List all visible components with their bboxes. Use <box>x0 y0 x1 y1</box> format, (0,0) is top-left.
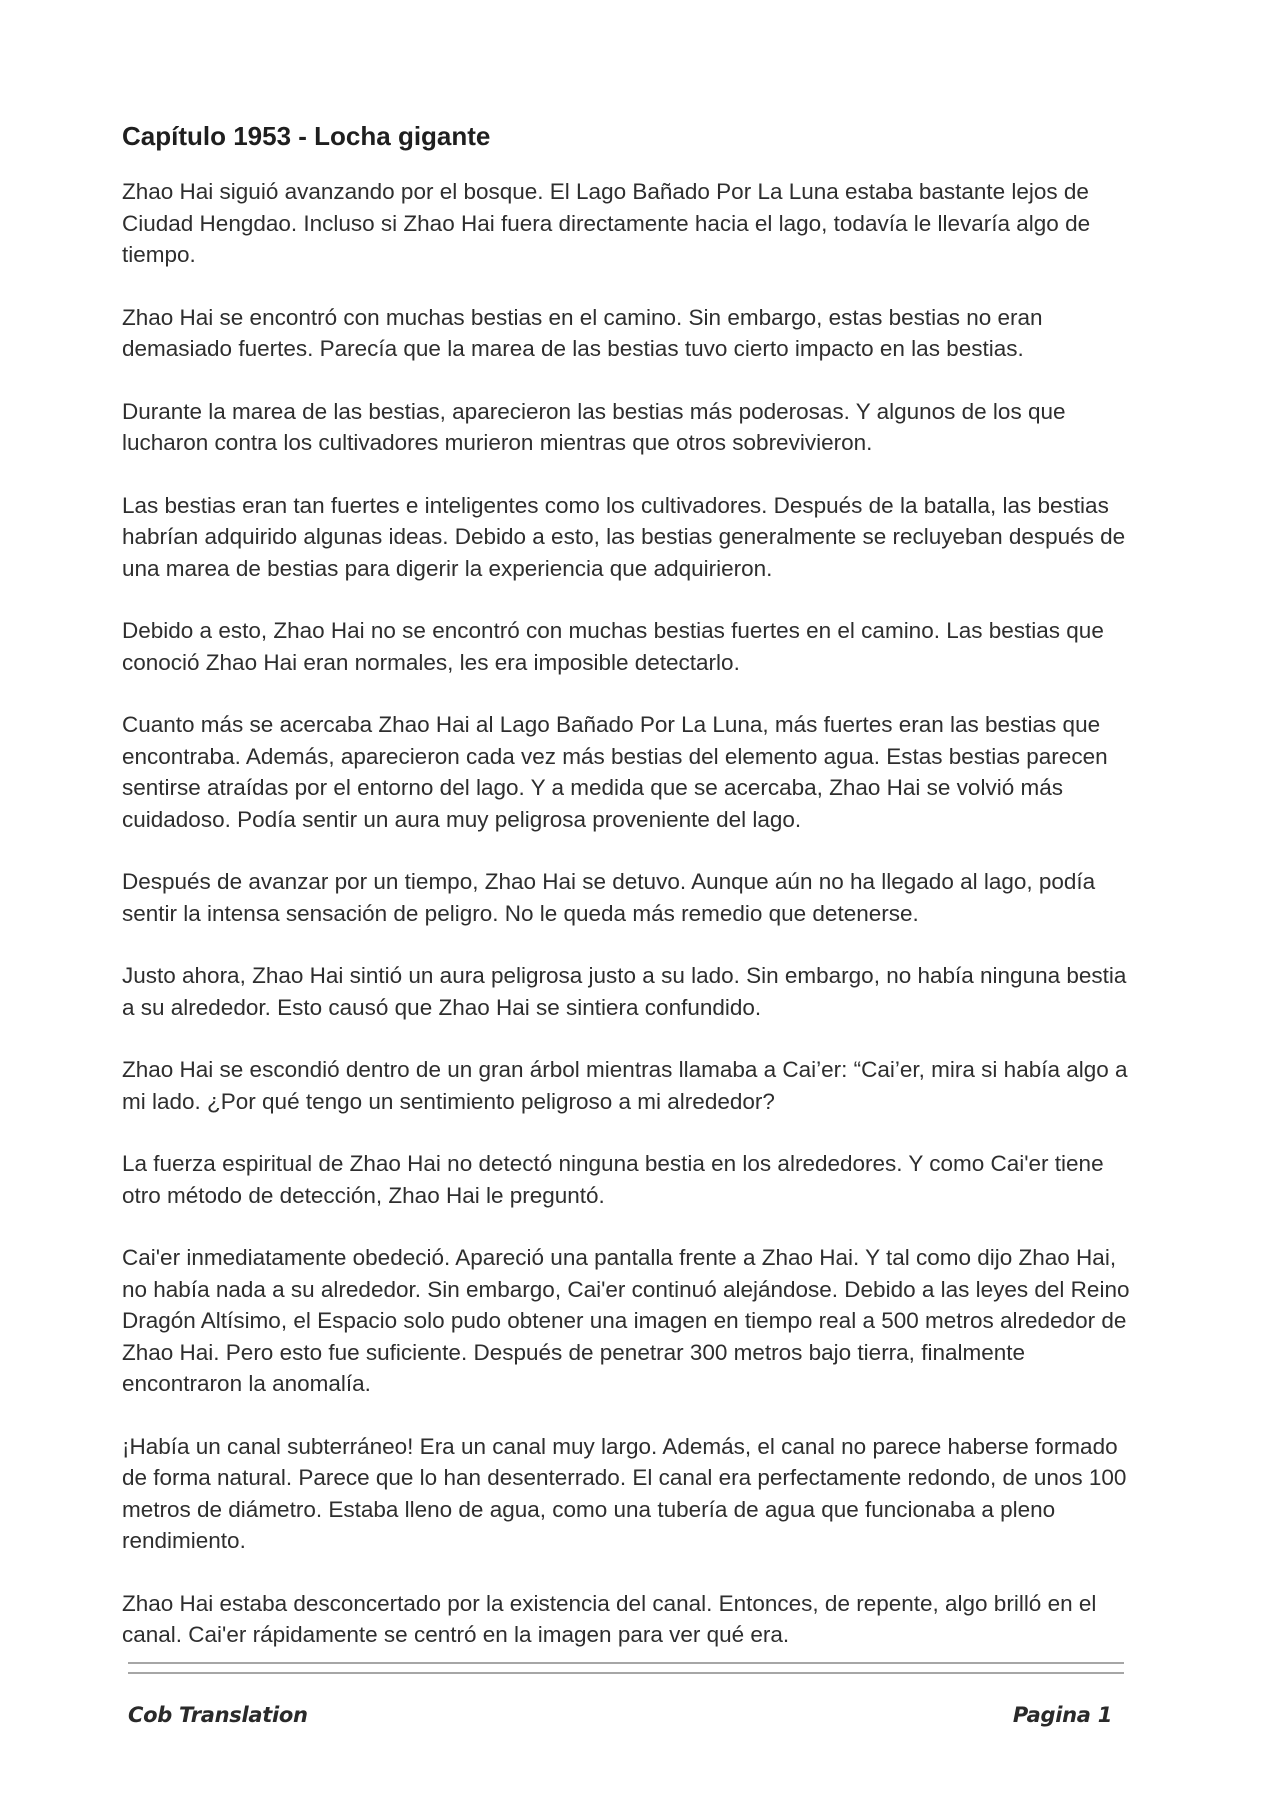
paragraph: Durante la marea de las bestias, aparecieron las bestias más poderosas. Y algunos de los que lucharon contra los cultivadores murieron mientras que otros sobrevivieron. <box>122 398 1066 455</box>
paragraph: Zhao Hai estaba desconcertado por la existencia del canal. Entonces, de repente, algo brilló en el canal. Cai'er rápidamente se centró en la imagen para ver qué era. <box>122 1590 1097 1647</box>
paragraph: Zhao Hai se escondió dentro de un gran árbol mientras llamaba a Cai’er: “Cai’er, mira si había algo a mi lado. ¿Por qué tengo un sentimiento peligroso a mi alrededor? <box>122 1057 1128 1114</box>
chapter-title: Capítulo 1953 - Locha gigante <box>122 121 491 151</box>
footer-divider-bottom <box>128 1672 1124 1674</box>
paragraph: La fuerza espiritual de Zhao Hai no detectó ninguna bestia en los alrededores. Y como Cai'er tiene otro método de detección, Zhao Hai le preguntó. <box>122 1151 1104 1208</box>
document-body <box>122 120 1132 1682</box>
paragraph: Zhao Hai se encontró con muchas bestias en el camino. Sin embargo, estas bestias no eran demasiado fuertes. Parecía que la marea de las bestias tuvo cierto impacto en las bestias. <box>122 304 1043 361</box>
paragraph: Zhao Hai siguió avanzando por el bosque. El Lago Bañado Por La Luna estaba bastante lejos de Ciudad Hengdao. Incluso si Zhao Hai fuera directamente hacia el lago, todavía le llevaría algo de tiempo. <box>122 179 1091 267</box>
paragraph: ¡Había un canal subterráneo! Era un canal muy largo. Además, el canal no parece haberse formado de forma natural. Parece que lo han desenterrado. El canal era perfectamente redondo, de unos 100 metros de diámetro. Estaba lleno de agua, como una tubería de agua que funcionaba a pleno rendimiento. <box>122 1433 1127 1553</box>
footer-page-number: Pagina 1 <box>1012 1703 1112 1727</box>
paragraph: Cai'er inmediatamente obedeció. Apareció una pantalla frente a Zhao Hai. Y tal como dijo Zhao Hai, no había nada a su alrededor. Sin embargo, Cai'er continuó alejándose. Debido a las leyes del Reino Dragón Altísimo, el Espacio solo pudo obtener una imagen en tiempo real a 500 metros alrededor de Zhao Hai. Pero esto fue suficiente. Después de penetrar 300 metros bajo tierra, finalmente encontraron la anomalía. <box>122 1245 1130 1396</box>
paragraph: Las bestias eran tan fuertes e inteligentes como los cultivadores. Después de la batalla, las bestias habrían adquirido algunas ideas. Debido a esto, las bestias generalmente se recluyeban después de una marea de bestias para digerir la experiencia que adquirieron. <box>122 492 1126 581</box>
paragraph: Debido a esto, Zhao Hai no se encontró con muchas bestias fuertes en el camino. Las bestias que conoció Zhao Hai eran normales, les era imposible detectarlo. <box>122 618 1104 675</box>
footer-divider-top <box>128 1662 1124 1664</box>
footer-translator-name: Cob Translation <box>128 1703 308 1727</box>
paragraph: Después de avanzar por un tiempo, Zhao Hai se detuvo. Aunque aún no ha llegado al lago, podía sentir la intensa sensación de peligro. No le queda más remedio que detenerse. <box>122 869 1096 926</box>
paragraph: Cuanto más se acercaba Zhao Hai al Lago Bañado Por La Luna, más fuertes eran las bestias que encontraba. Además, aparecieron cada vez más bestias del elemento agua. Estas bestias parecen sentirse atraídas por el entorno del lago. Y a medida que se acercaba, Zhao Hai se volvió más cuidadoso. Podía sentir un aura muy peligrosa proveniente del lago. <box>122 712 1108 832</box>
paragraph: Justo ahora, Zhao Hai sintió un aura peligrosa justo a su lado. Sin embargo, no había ninguna bestia a su alrededor. Esto causó que Zhao Hai se sintiera confundido. <box>122 963 1127 1020</box>
